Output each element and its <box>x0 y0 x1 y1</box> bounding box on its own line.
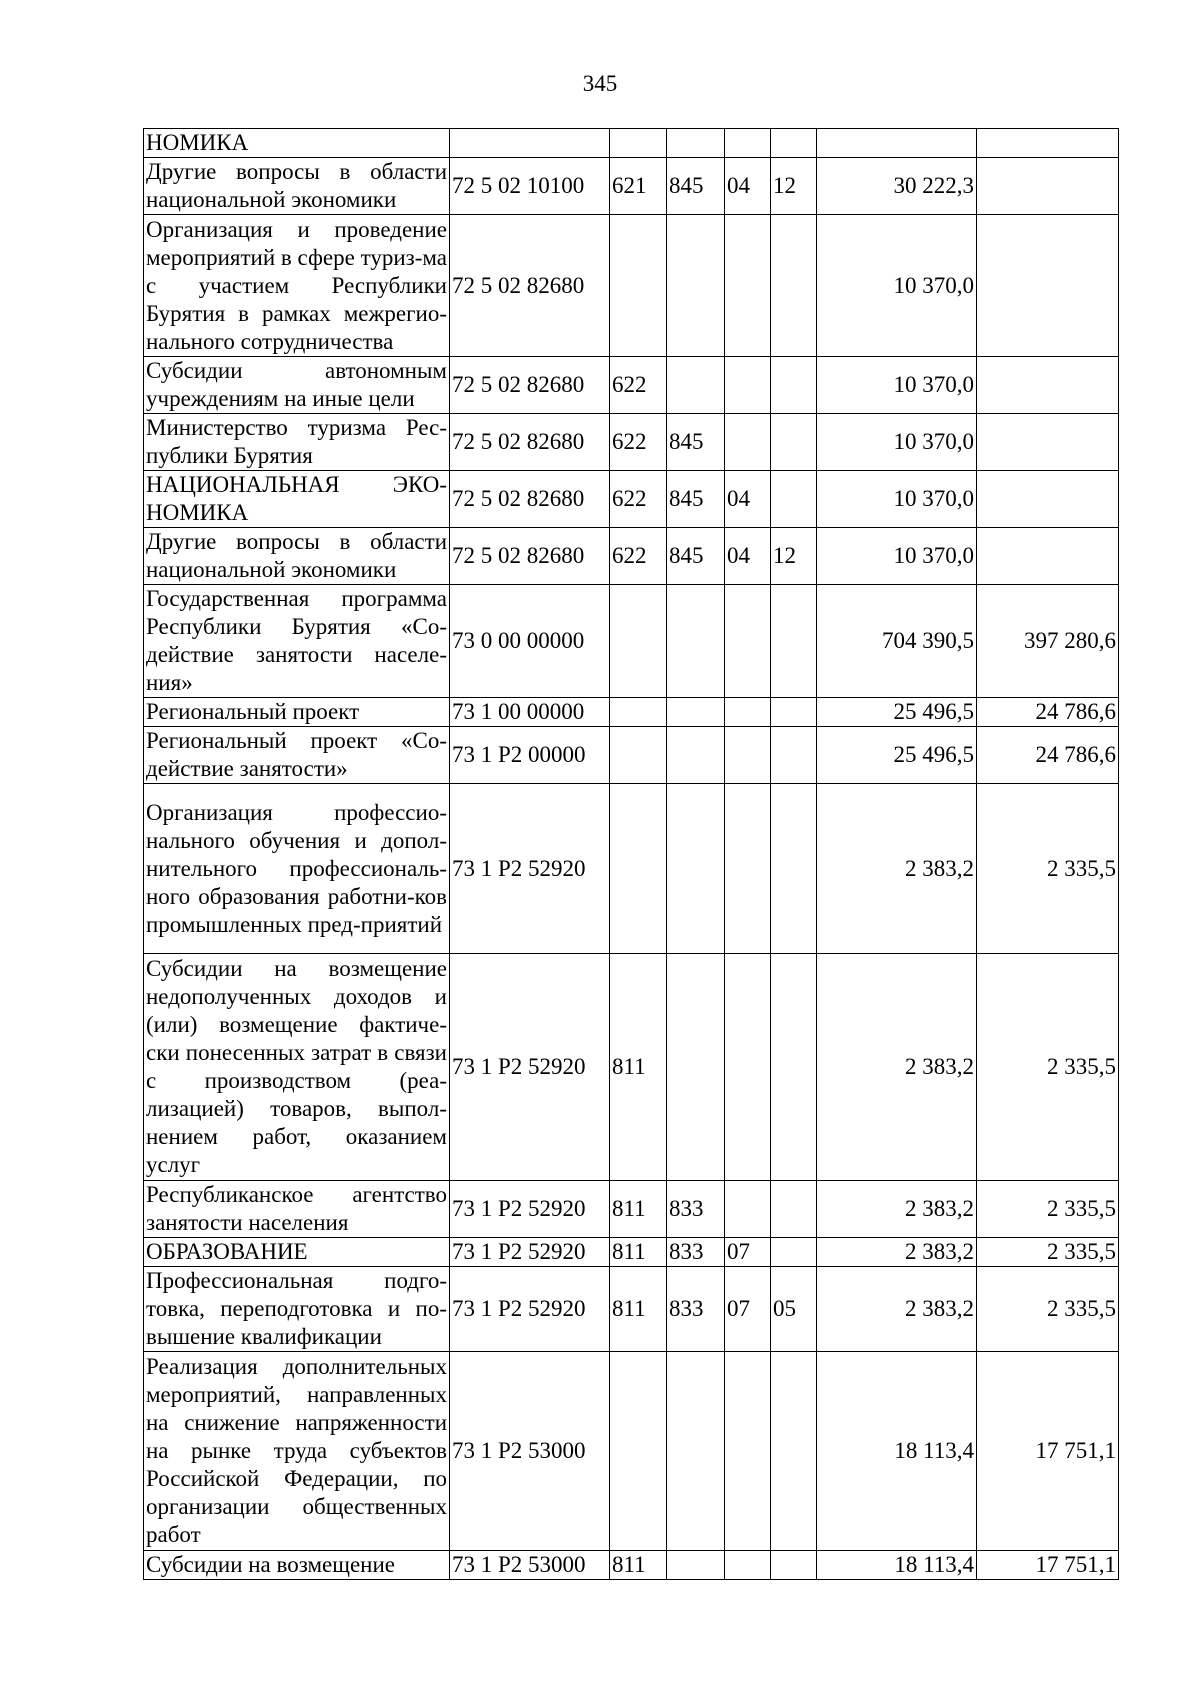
amount-year2-cell: 17 751,1 <box>977 1352 1119 1551</box>
target-article-cell: 72 5 02 82680 <box>450 414 610 471</box>
row-name-cell: НОМИКА <box>144 129 450 158</box>
target-article-cell: 72 5 02 82680 <box>450 471 610 528</box>
amount-year2-cell <box>977 158 1119 215</box>
target-article-cell: 73 1 P2 53000 <box>450 1352 610 1551</box>
amount-year2-cell: 2 335,5 <box>977 1181 1119 1238</box>
amount-year1-cell: 10 370,0 <box>817 215 977 357</box>
section-cell <box>725 414 771 471</box>
target-article-cell <box>450 129 610 158</box>
table-row <box>144 1551 1119 1580</box>
ministry-code-cell: 845 <box>667 471 725 528</box>
row-name-cell: Государственная программа Республики Бурятия «Со-действие занятости населе-ния» <box>144 585 450 698</box>
table-row <box>144 784 1119 954</box>
expense-type-cell <box>610 698 667 727</box>
expense-type-cell: 621 <box>610 158 667 215</box>
target-article-cell: 73 1 P2 52920 <box>450 1238 610 1267</box>
subsection-cell <box>771 585 817 698</box>
expense-type-cell <box>610 129 667 158</box>
table-row <box>144 528 1119 585</box>
subsection-cell <box>771 1181 817 1238</box>
ministry-code-cell: 845 <box>667 528 725 585</box>
amount-year2-cell: 397 280,6 <box>977 585 1119 698</box>
ministry-code-cell <box>667 215 725 357</box>
expense-type-cell: 811 <box>610 1267 667 1352</box>
target-article-cell: 72 5 02 82680 <box>450 215 610 357</box>
table-row <box>144 215 1119 357</box>
amount-year2-cell <box>977 129 1119 158</box>
target-article-cell: 72 5 02 82680 <box>450 357 610 414</box>
section-cell <box>725 954 771 1181</box>
table-row <box>144 1352 1119 1551</box>
ministry-code-cell <box>667 585 725 698</box>
expense-type-cell: 622 <box>610 471 667 528</box>
amount-year1-cell: 10 370,0 <box>817 471 977 528</box>
row-name-cell: Другие вопросы в области национальной экономики <box>144 528 450 585</box>
amount-year2-cell: 17 751,1 <box>977 1551 1119 1580</box>
table-row <box>144 1267 1119 1352</box>
table-body <box>144 129 1119 1580</box>
table-row <box>144 1181 1119 1238</box>
amount-year1-cell: 18 113,4 <box>817 1352 977 1551</box>
amount-year1-cell: 10 370,0 <box>817 414 977 471</box>
subsection-cell <box>771 414 817 471</box>
table-row <box>144 471 1119 528</box>
table-row <box>144 129 1119 158</box>
row-name-cell: Министерство туризма Рес-публики Бурятия <box>144 414 450 471</box>
ministry-code-cell: 833 <box>667 1267 725 1352</box>
table-row <box>144 414 1119 471</box>
row-name-cell: Субсидии на возмещение недополученных доходов и (или) возмещение фактиче-ски понесенных затрат в связи с производством (реа-лизацией) товаров, выпол-нением работ, оказанием услуг <box>144 954 450 1181</box>
table-row <box>144 727 1119 784</box>
ministry-code-cell <box>667 954 725 1181</box>
expense-type-cell: 622 <box>610 528 667 585</box>
table-row <box>144 954 1119 1181</box>
ministry-code-cell <box>667 727 725 784</box>
subsection-cell <box>771 698 817 727</box>
section-cell <box>725 357 771 414</box>
ministry-code-cell <box>667 698 725 727</box>
row-name-cell: Организация и проведение мероприятий в сфере туриз-ма с участием Республики Бурятия в рамках межрегио-нального сотрудничества <box>144 215 450 357</box>
expense-type-cell <box>610 585 667 698</box>
row-name-cell: НАЦИОНАЛЬНАЯ ЭКО-НОМИКА <box>144 471 450 528</box>
ministry-code-cell <box>667 1551 725 1580</box>
expense-type-cell: 622 <box>610 357 667 414</box>
section-cell: 04 <box>725 528 771 585</box>
subsection-cell <box>771 727 817 784</box>
expense-type-cell <box>610 215 667 357</box>
ministry-code-cell <box>667 357 725 414</box>
expense-type-cell: 811 <box>610 1551 667 1580</box>
expense-type-cell <box>610 784 667 954</box>
subsection-cell <box>771 1551 817 1580</box>
amount-year2-cell <box>977 357 1119 414</box>
target-article-cell: 73 1 P2 53000 <box>450 1551 610 1580</box>
amount-year1-cell: 2 383,2 <box>817 784 977 954</box>
row-name-cell: Республиканское агентство занятости населения <box>144 1181 450 1238</box>
amount-year2-cell: 2 335,5 <box>977 1238 1119 1267</box>
expense-type-cell: 811 <box>610 1181 667 1238</box>
subsection-cell <box>771 784 817 954</box>
target-article-cell: 73 1 P2 52920 <box>450 784 610 954</box>
subsection-cell: 12 <box>771 158 817 215</box>
target-article-cell: 73 1 P2 52920 <box>450 1181 610 1238</box>
row-name-cell: Другие вопросы в области национальной экономики <box>144 158 450 215</box>
subsection-cell <box>771 357 817 414</box>
subsection-cell <box>771 215 817 357</box>
amount-year1-cell: 25 496,5 <box>817 727 977 784</box>
amount-year2-cell: 2 335,5 <box>977 954 1119 1181</box>
row-name-cell: Субсидии автономным учреждениям на иные цели <box>144 357 450 414</box>
section-cell <box>725 585 771 698</box>
section-cell: 04 <box>725 158 771 215</box>
amount-year1-cell: 704 390,5 <box>817 585 977 698</box>
subsection-cell <box>771 471 817 528</box>
table-row <box>144 1238 1119 1267</box>
expense-type-cell <box>610 727 667 784</box>
amount-year1-cell: 2 383,2 <box>817 1181 977 1238</box>
amount-year2-cell: 2 335,5 <box>977 784 1119 954</box>
section-cell <box>725 784 771 954</box>
ministry-code-cell: 833 <box>667 1181 725 1238</box>
subsection-cell <box>771 1238 817 1267</box>
amount-year1-cell: 18 113,4 <box>817 1551 977 1580</box>
target-article-cell: 72 5 02 10100 <box>450 158 610 215</box>
subsection-cell <box>771 129 817 158</box>
subsection-cell <box>771 954 817 1181</box>
table-row <box>144 698 1119 727</box>
section-cell: 07 <box>725 1238 771 1267</box>
row-name-cell: Реализация дополнительных мероприятий, направленных на снижение напряженности на рынке труда субъектов Российской Федерации, по организации общественных работ <box>144 1352 450 1551</box>
row-name-cell: Субсидии на возмещение <box>144 1551 450 1580</box>
target-article-cell: 73 1 P2 52920 <box>450 954 610 1181</box>
section-cell <box>725 727 771 784</box>
target-article-cell: 73 1 P2 52920 <box>450 1267 610 1352</box>
amount-year1-cell: 10 370,0 <box>817 357 977 414</box>
table-row <box>144 357 1119 414</box>
row-name-cell: Профессиональная подго-товка, переподготовка и по-вышение квалификации <box>144 1267 450 1352</box>
section-cell <box>725 129 771 158</box>
subsection-cell: 05 <box>771 1267 817 1352</box>
amount-year1-cell: 2 383,2 <box>817 1267 977 1352</box>
subsection-cell: 12 <box>771 528 817 585</box>
ministry-code-cell: 845 <box>667 414 725 471</box>
row-name-cell: ОБРАЗОВАНИЕ <box>144 1238 450 1267</box>
table-row <box>144 585 1119 698</box>
target-article-cell: 73 1 00 00000 <box>450 698 610 727</box>
section-cell: 07 <box>725 1267 771 1352</box>
section-cell <box>725 1352 771 1551</box>
ministry-code-cell <box>667 784 725 954</box>
expense-type-cell: 811 <box>610 954 667 1181</box>
ministry-code-cell: 845 <box>667 158 725 215</box>
expense-type-cell <box>610 1352 667 1551</box>
row-name-cell: Организация профессио-нального обучения и допол-нительного профессиональ-ного образования работни-ков промышленных пред-приятий <box>144 784 450 954</box>
amount-year2-cell: 24 786,6 <box>977 698 1119 727</box>
amount-year2-cell <box>977 471 1119 528</box>
ministry-code-cell <box>667 129 725 158</box>
expense-type-cell: 811 <box>610 1238 667 1267</box>
target-article-cell: 72 5 02 82680 <box>450 528 610 585</box>
amount-year1-cell: 25 496,5 <box>817 698 977 727</box>
row-name-cell: Региональный проект «Со-действие занятости» <box>144 727 450 784</box>
budget-table <box>143 128 1119 1580</box>
expense-type-cell: 622 <box>610 414 667 471</box>
amount-year2-cell <box>977 414 1119 471</box>
amount-year2-cell: 2 335,5 <box>977 1267 1119 1352</box>
section-cell: 04 <box>725 471 771 528</box>
target-article-cell: 73 0 00 00000 <box>450 585 610 698</box>
table-row <box>144 158 1119 215</box>
amount-year1-cell: 10 370,0 <box>817 528 977 585</box>
page-number: 345 <box>582 71 618 96</box>
amount-year2-cell: 24 786,6 <box>977 727 1119 784</box>
section-cell <box>725 215 771 357</box>
ministry-code-cell: 833 <box>667 1238 725 1267</box>
amount-year2-cell <box>977 215 1119 357</box>
section-cell <box>725 1551 771 1580</box>
amount-year1-cell: 30 222,3 <box>817 158 977 215</box>
amount-year2-cell <box>977 528 1119 585</box>
section-cell <box>725 1181 771 1238</box>
subsection-cell <box>771 1352 817 1551</box>
amount-year1-cell: 2 383,2 <box>817 954 977 1181</box>
row-name-cell: Региональный проект <box>144 698 450 727</box>
ministry-code-cell <box>667 1352 725 1551</box>
section-cell <box>725 698 771 727</box>
amount-year1-cell <box>817 129 977 158</box>
amount-year1-cell: 2 383,2 <box>817 1238 977 1267</box>
target-article-cell: 73 1 P2 00000 <box>450 727 610 784</box>
